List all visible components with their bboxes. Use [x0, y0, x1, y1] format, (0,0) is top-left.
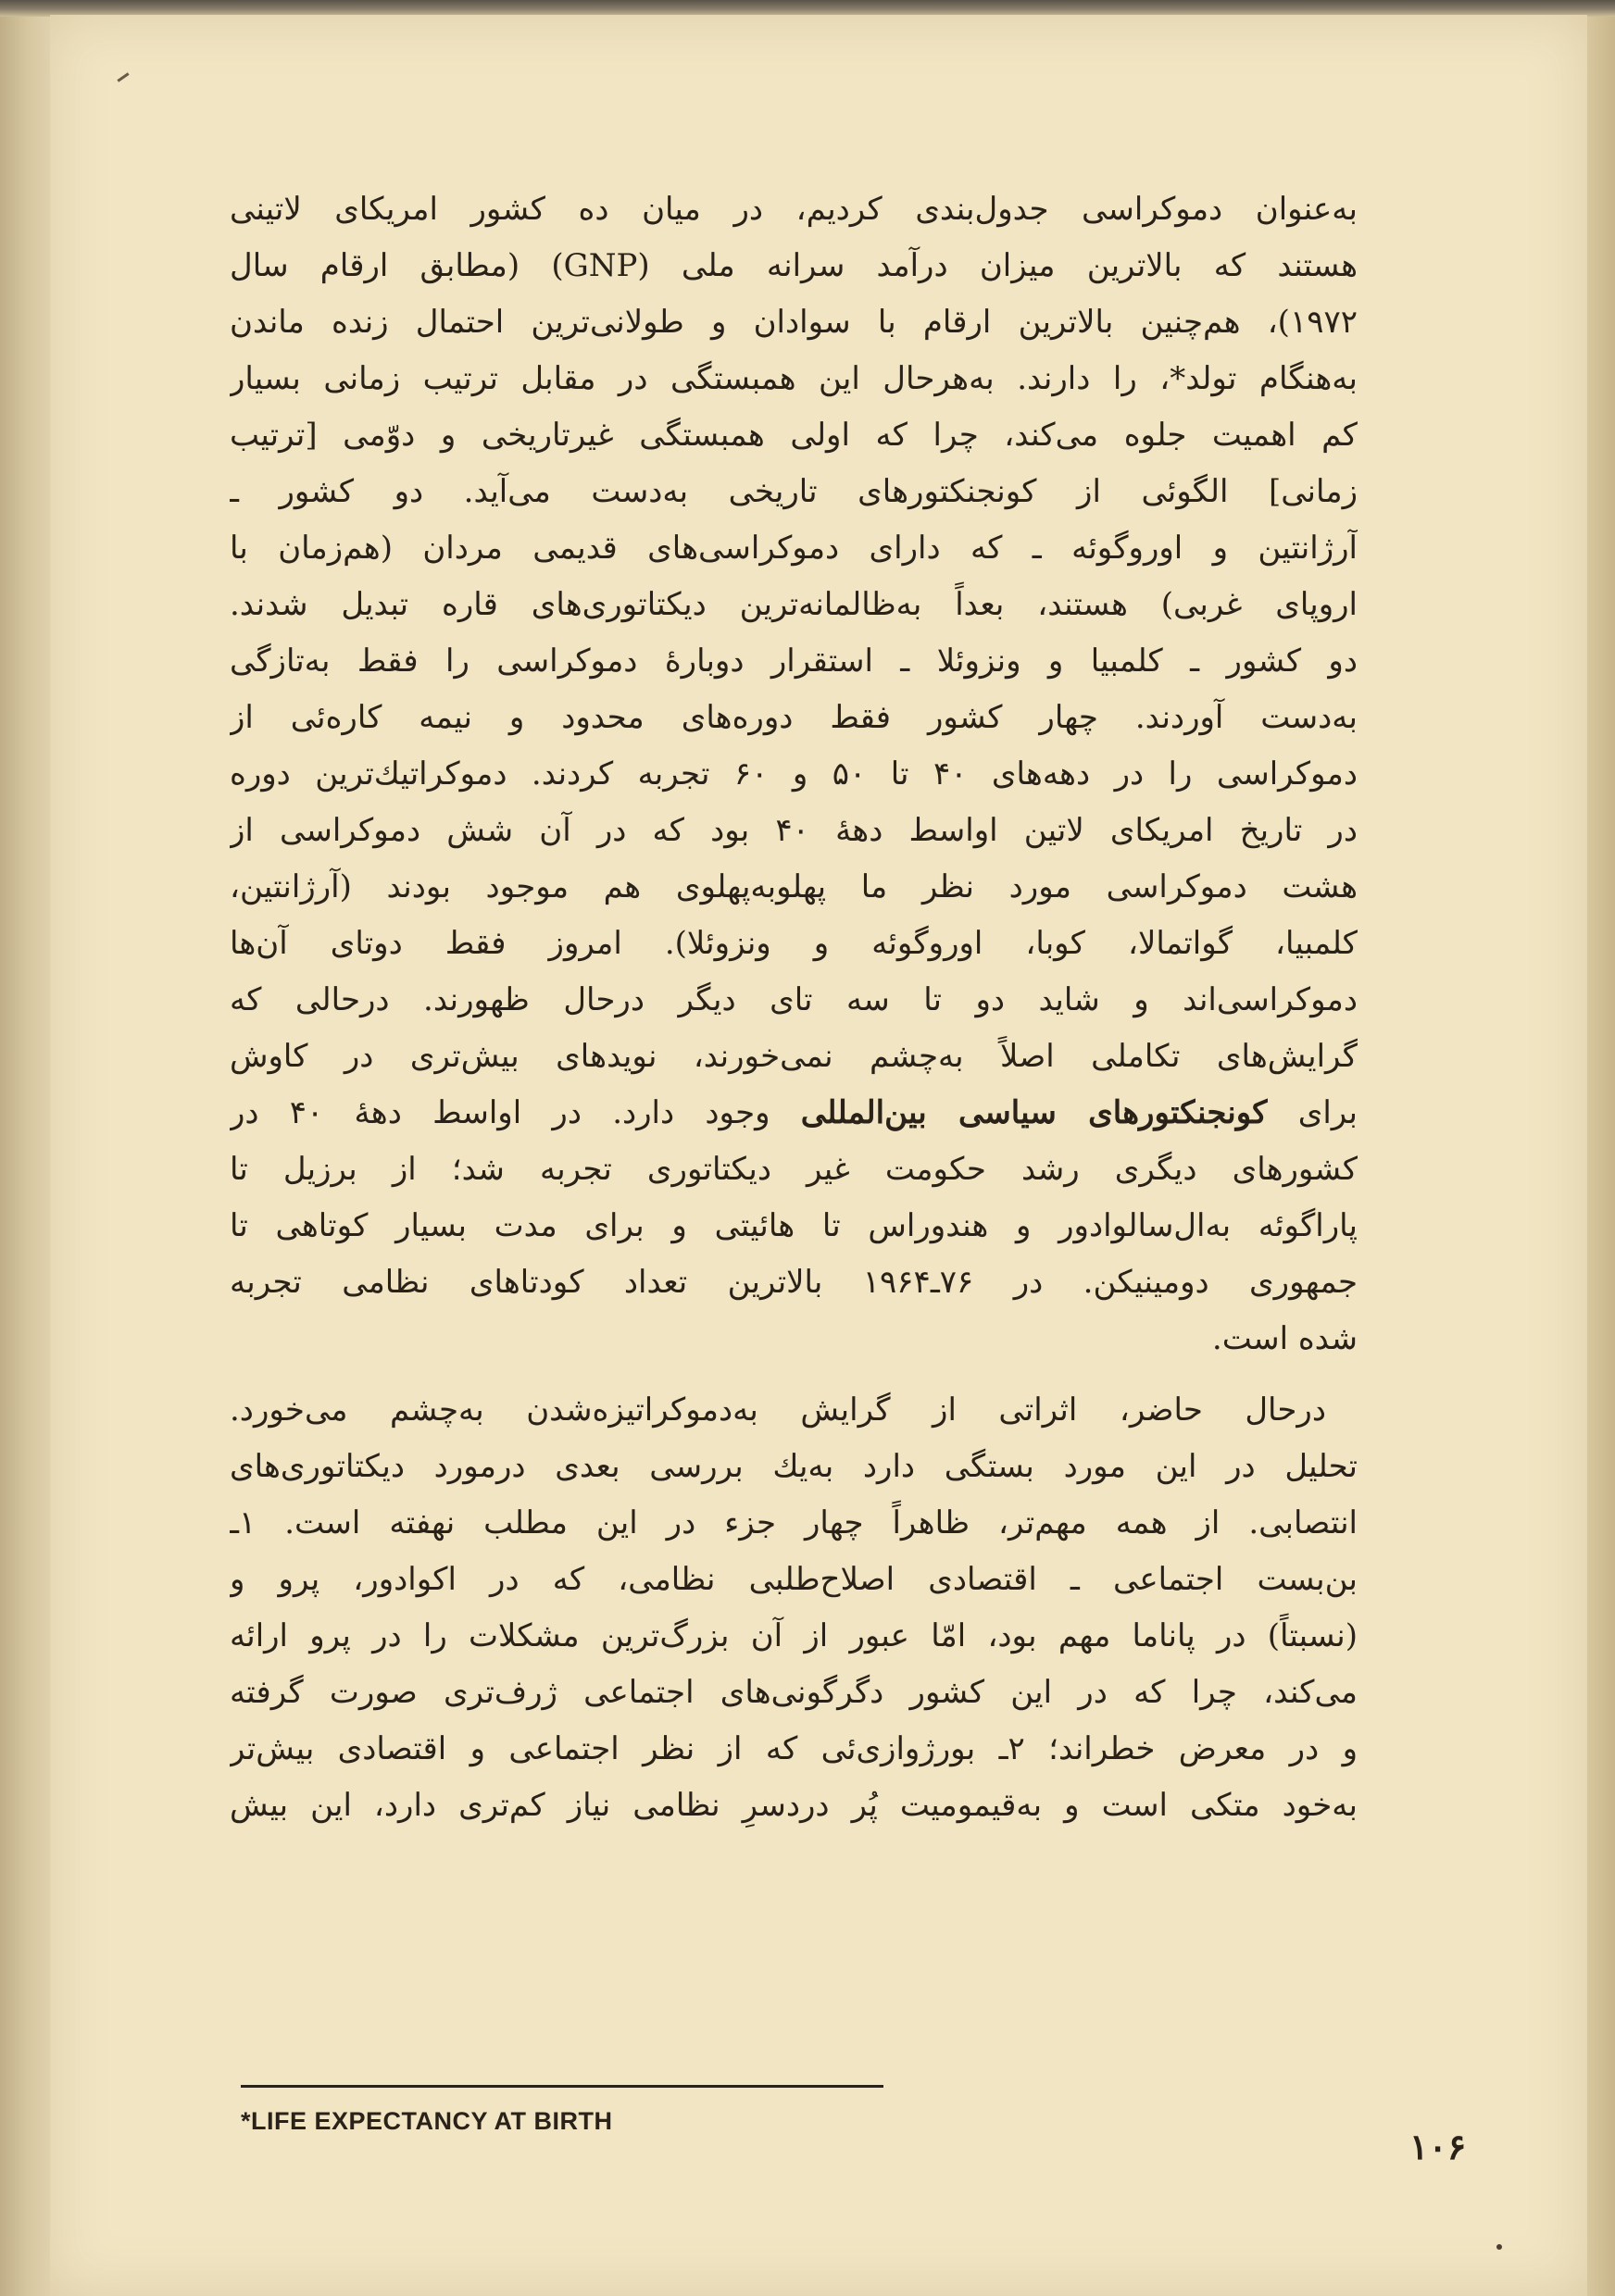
text-line: شده است.	[1211, 1320, 1358, 1357]
text-line: ۱۹۷۲)، هم‌چنین بالاترین ارقام با سوادان و طولانی‌ترین احتمال زنده ماندن	[230, 304, 1358, 341]
text-line: آرژانتین و اوروگوئه ـ که دارای دموکراسی‌های قدیمی مردان (هم‌زمان با	[230, 530, 1358, 567]
text-line: بن‌بست اجتماعی ـ اقتصادی اصلاح‌طلبی نظامی، که در اکوادور، پرو و	[230, 1561, 1358, 1598]
paragraph-1	[230, 181, 1358, 1367]
text-line: زمانی] الگوئی از کونجنکتورهای تاریخی به‌دست می‌آید. دو کشور ـ	[230, 473, 1358, 510]
text-line: می‌کند، چرا که در این کشور دگرگونی‌های اجتماعی ژرف‌تری صورت گرفته	[230, 1674, 1358, 1711]
text-line: در تاریخ امریکای لاتین اواسط دههٔ ۴۰ بود که در آن شش دموکراسی از	[230, 812, 1358, 849]
text-line: به‌عنوان دموکراسی جدول‌بندی کردیم، در میان ده کشور امریکای لاتینی	[230, 191, 1358, 228]
footnote: *LIFE EXPECTANCY AT BIRTH	[241, 2107, 613, 2135]
text-line: کلمبیا، گواتمالا، کوبا، اوروگوئه و ونزوئلا). امروز فقط دوتای آن‌ها	[230, 925, 1358, 962]
paragraph-2	[230, 1382, 1358, 1834]
text-line: اروپای غربی) هستند، بعداً به‌ظالمانه‌ترین دیکتاتوری‌های قاره تبدیل شدند.	[230, 586, 1358, 623]
text-line: به‌هنگام تولد*، را دارند. به‌هرحال این همبستگی در مقابل ترتیب زمانی بسیار	[230, 360, 1358, 397]
page-mark	[117, 72, 129, 81]
text-line-with-bold: برای کونجنکتورهای سیاسی بین‌المللی وجود دارد. در اواسط دههٔ ۴۰ در	[230, 1094, 1358, 1131]
text-line: جمهوری دومینیکن. در ۷۶ـ۱۹۶۴ بالاترین تعداد کودتاهای نظامی تجربه	[230, 1264, 1358, 1301]
text-line: به‌دست آوردند. چهار کشور فقط دوره‌های محدود و نیمه کاره‌ئی از	[230, 699, 1358, 736]
paragraph-gap	[230, 1367, 1358, 1382]
text-line: (نسبتاً) در پاناما مهم بود، امّا عبور از آن بزرگ‌ترین مشکلات را در پرو ارائه	[230, 1617, 1358, 1654]
text-line: هستند که بالاترین میزان درآمد سرانه ملی (GNP) (مطابق ارقام سال	[230, 247, 1358, 284]
text-line: درحال حاضر، اثراتی از گرایش به‌دموکراتیزه‌شدن به‌چشم می‌خورد.	[230, 1391, 1326, 1429]
text-line: دو کشور ـ کلمبیا و ونزوئلا ـ استقرار دوبارهٔ دموکراسی را فقط به‌تازگی	[230, 643, 1358, 680]
bold-phrase: کونجنکتورهای سیاسی بین‌المللی	[800, 1094, 1268, 1131]
text-line: هشت دموکراسی مورد نظر ما پهلوبه‌پهلوی هم موجود بودند (آرژانتین،	[230, 868, 1358, 905]
text-line: گرایش‌های تکاملی اصلاً به‌چشم نمی‌خورند، نویدهای بیش‌تری در کاوش	[230, 1038, 1358, 1075]
text-line: دموکراسی‌اند و شاید دو تا سه تای دیگر درحال ظهورند. درحالی که	[230, 981, 1358, 1018]
footnote-rule	[241, 2085, 883, 2088]
text-line: به‌خود متکی است و به‌قیمومیت پُر دردسرِ نظامی نیاز کم‌تری دارد، این بیش	[230, 1787, 1358, 1824]
text-line: انتصابی. از همه مهم‌تر، ظاهراً چهار جزء در این مطلب نهفته است. ۱ـ	[230, 1504, 1358, 1541]
text-line: دموکراسی را در دهه‌های ۴۰ تا ۵۰ و ۶۰ تجربه کردند. دموکراتیك‌ترین دوره	[230, 755, 1358, 792]
body-text	[230, 181, 1358, 1834]
text-line: کم اهمیت جلوه می‌کند، چرا که اولی همبستگی غیرتاریخی و دوّمی [ترتیب	[230, 417, 1358, 454]
text-line: پاراگوئه به‌ال‌سالوادور و هندوراس تا هائیتی و برای مدت بسیار کوتاهی تا	[230, 1207, 1358, 1244]
page-number: ۱۰۶	[1409, 2126, 1467, 2167]
text-line: تحلیل در این مورد بستگی دارد به‌یك بررسی بعدی درمورد دیکتاتوری‌های	[230, 1448, 1358, 1485]
text-line: کشورهای دیگری رشد حکومت غیر دیکتاتوری تجربه شد؛ از برزیل تا	[230, 1151, 1358, 1188]
text-line: و در معرض خطراند؛ ۲ـ بورژوازی‌ئی که از نظر اجتماعی و اقتصادی بیش‌تر	[230, 1730, 1358, 1767]
page-mark	[1496, 2244, 1502, 2250]
